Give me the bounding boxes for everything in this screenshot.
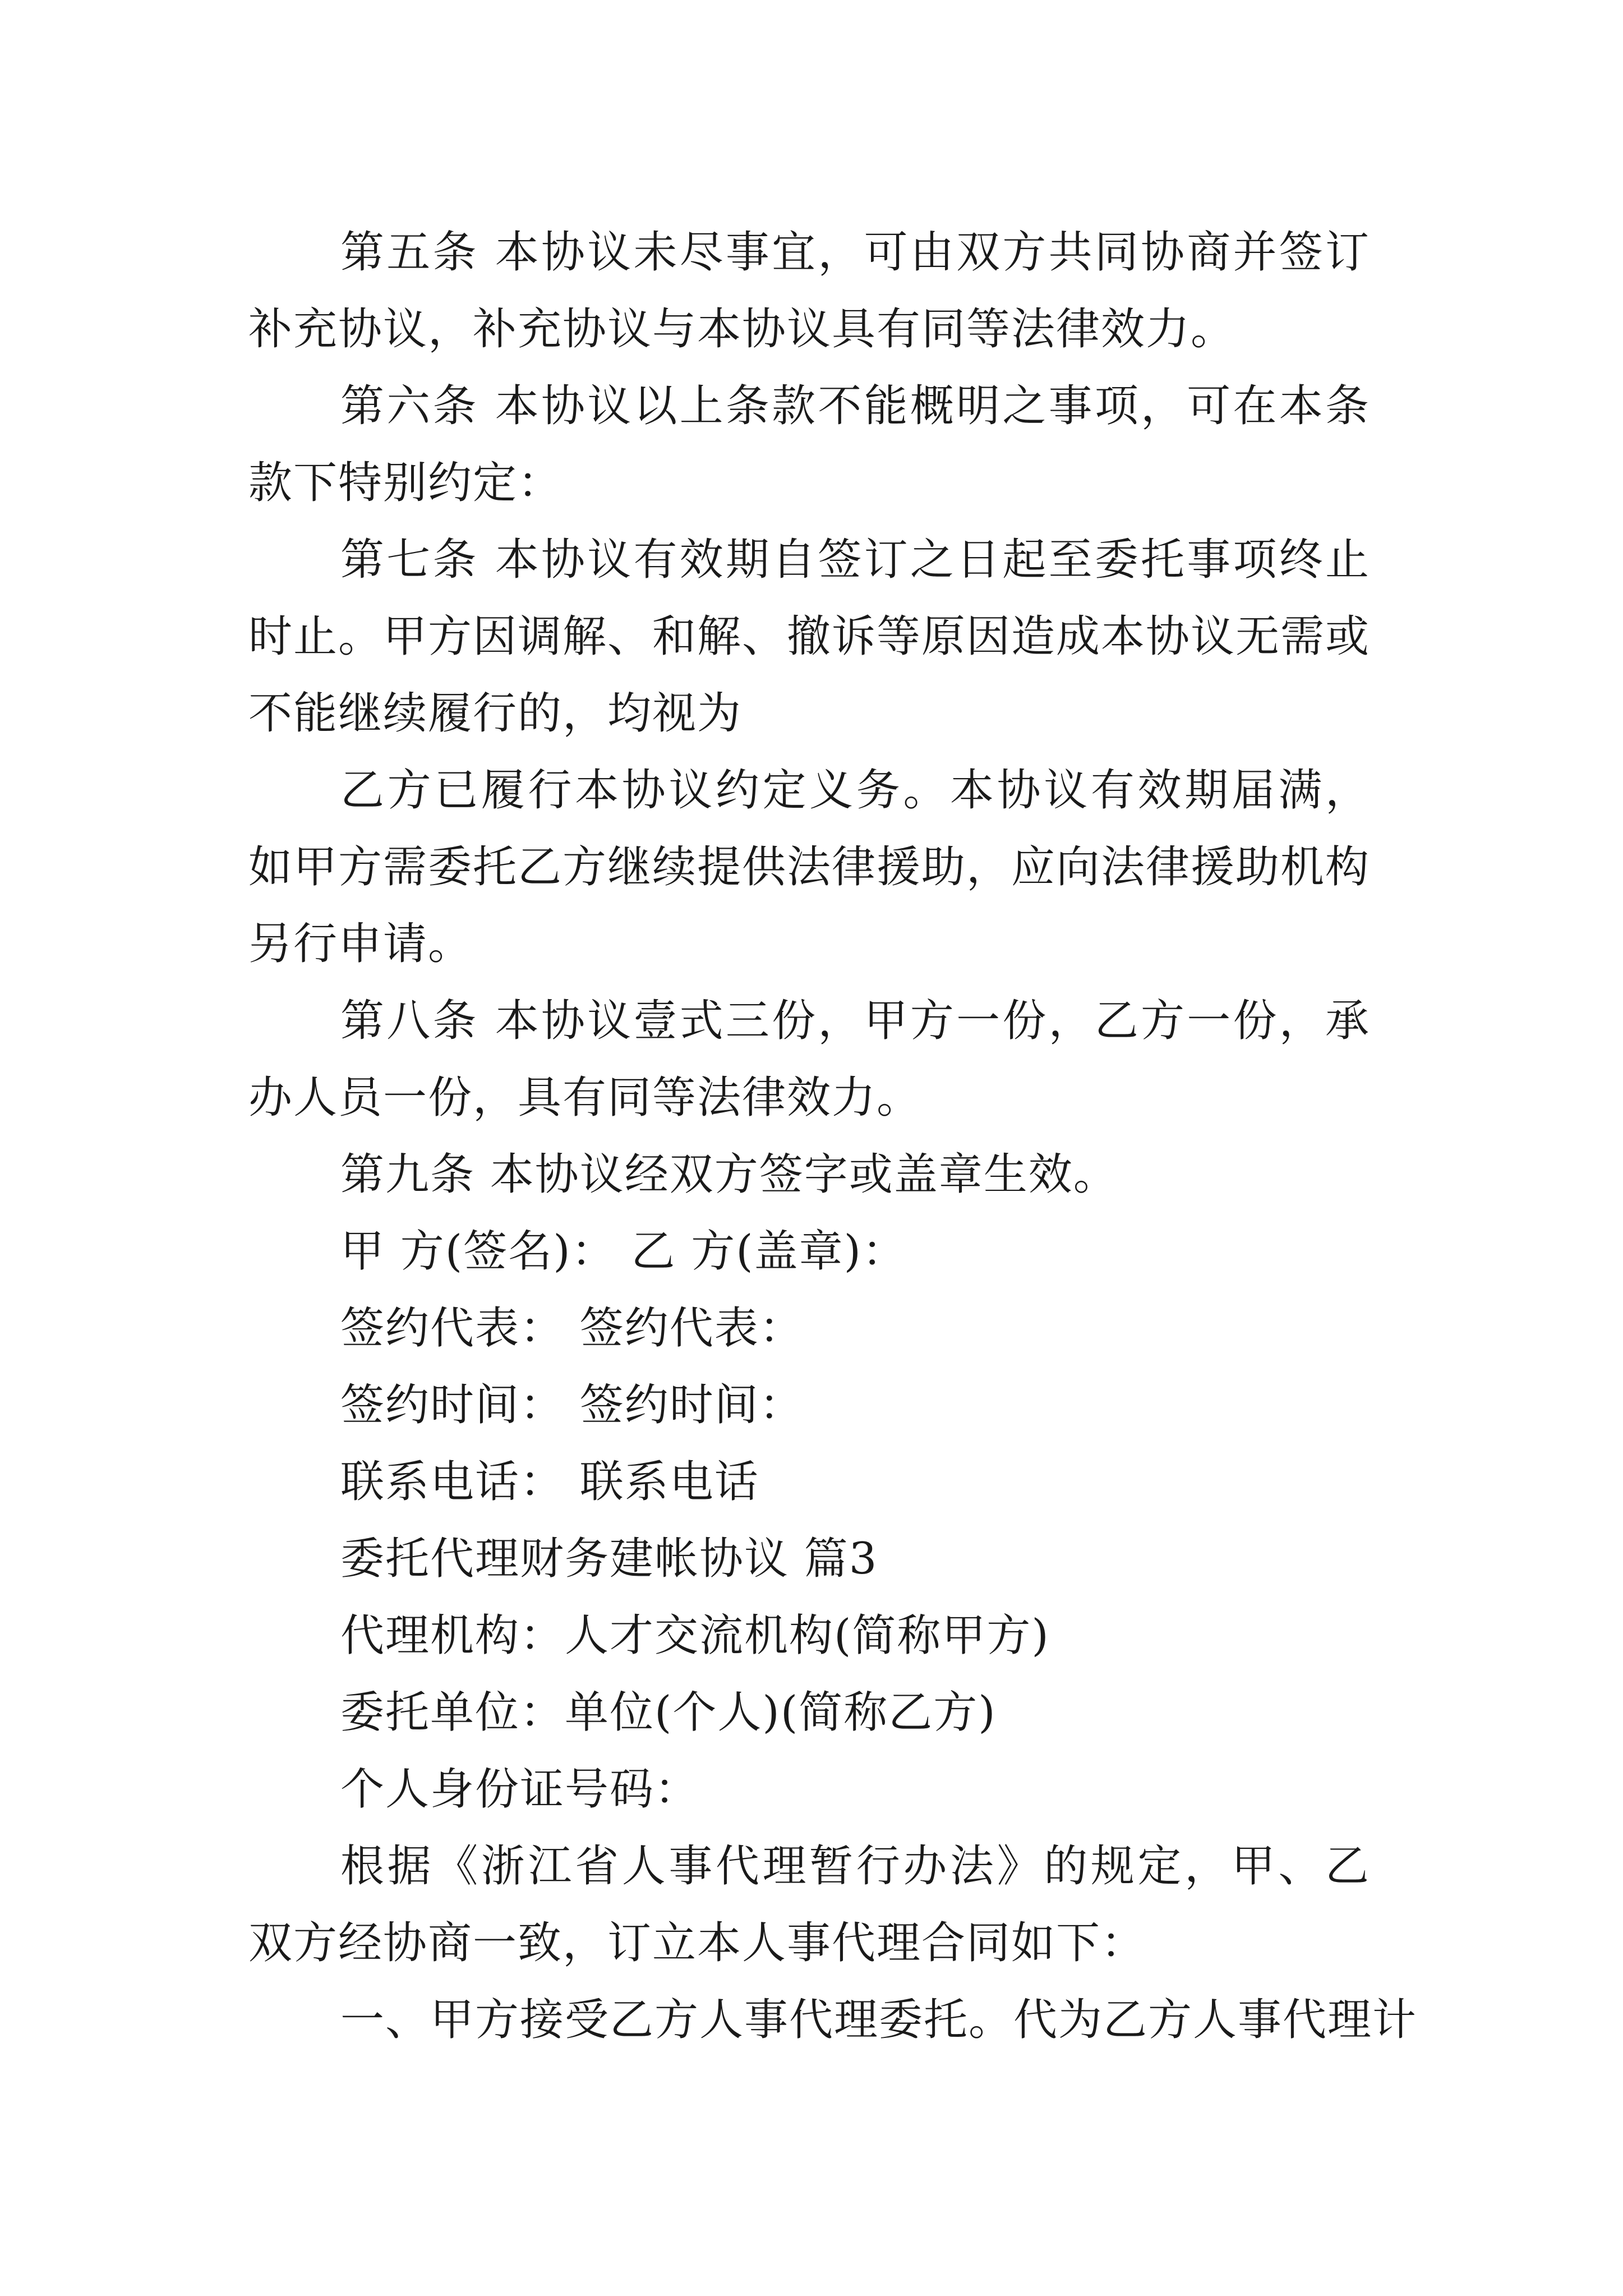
article-5-paragraph: 第五条 本协议未尽事宜，可由双方共同协商并签订补充协议，补充协议与本协议具有同等法律效力。 — [248, 227, 1370, 355]
party-signature-line: 甲 方(签名)： 乙 方(盖章)： — [340, 1226, 907, 1277]
client-unit-line: 委托单位：单位(个人)(简称乙方) — [340, 1687, 997, 1738]
contact-phone-line: 联系电话： 联系电话 — [340, 1457, 759, 1507]
representative-line: 签约代表： 签约代表： — [340, 1303, 804, 1354]
agency-line: 代理机构：人才交流机构(简称甲方) — [340, 1611, 1050, 1661]
id-number-line: 个人身份证号码： — [340, 1764, 700, 1815]
article-7-continuation-paragraph: 乙方已履行本协议约定义务。本协议有效期届满，如甲方需委托乙方继续提供法律援助，应向法律援助机构另行申请。 — [248, 765, 1371, 969]
section-title: 委托代理财务建帐协议 篇3 — [340, 1534, 878, 1584]
signing-date-line: 签约时间： 签约时间： — [340, 1380, 804, 1430]
basis-paragraph: 根据《浙江省人事代理暂行办法》的规定，甲、乙双方经协商一致，订立本人事代理合同如下： — [248, 1841, 1370, 1968]
article-6-paragraph: 第六条 本协议以上条款不能概明之事项，可在本条款下特别约定： — [248, 381, 1370, 508]
clause-1-paragraph: 一、甲方接受乙方人事代理委托。代为乙方人事代理计 — [340, 1995, 1418, 2045]
document-page — [248, 214, 1418, 2059]
article-9-paragraph: 第九条 本协议经双方签字或盖章生效。 — [340, 1149, 1118, 1200]
article-7-paragraph: 第七条 本协议有效期自签订之日起至委托事项终止时止。甲方因调解、和解、撤诉等原因造成本协议无需或不能继续履行的，均视为 — [248, 535, 1371, 739]
article-8-paragraph: 第八条 本协议壹式三份，甲方一份，乙方一份，承办人员一份，具有同等法律效力。 — [248, 996, 1370, 1123]
